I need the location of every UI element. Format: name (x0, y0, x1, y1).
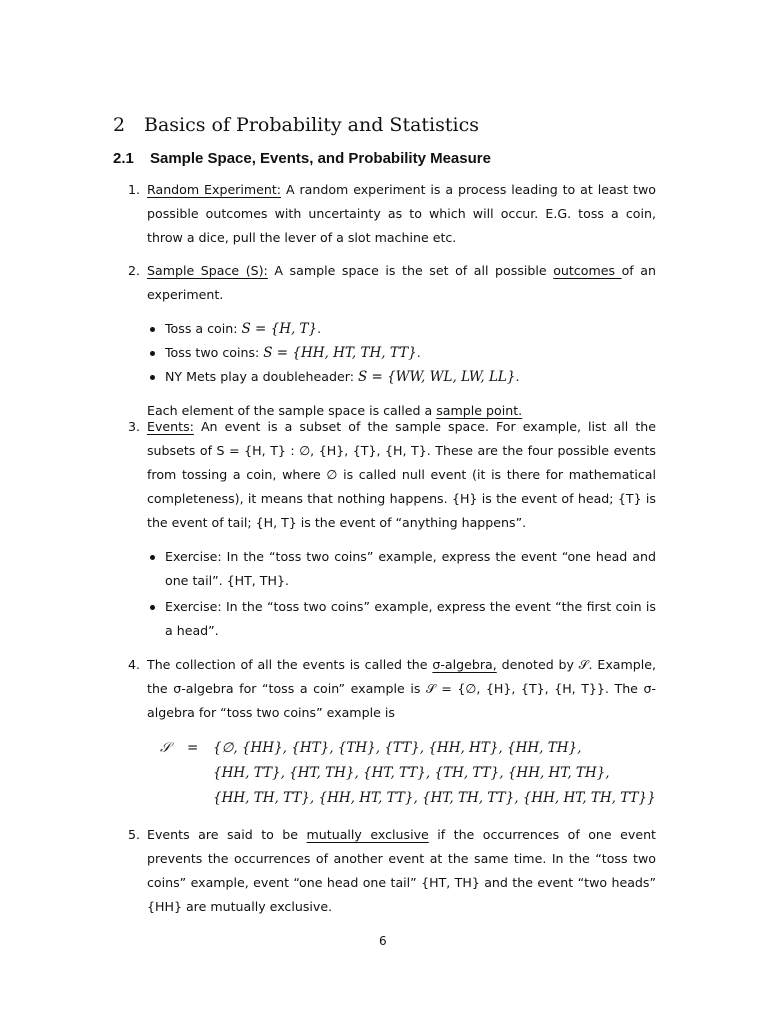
equation-equals: = (187, 740, 199, 756)
term-mutually-exclusive: mutually exclusive (306, 827, 429, 842)
item-number: 2. (128, 263, 141, 278)
item-number: 3. (128, 419, 141, 434)
list-item-random-experiment (128, 178, 656, 250)
section-title-text: Basics of Probability and Statistics (144, 114, 479, 136)
item-text: if the occurrences of one event prevents the occurrences of another event at the same time. In the “toss two coins” example, event “one head one tail” {HT, TH} and the event “two heads” {HH} are mutually exclusive. (147, 827, 656, 914)
item-text: The collection of all the events is called the (147, 657, 433, 672)
equation-lhs: 𝒮 (160, 740, 171, 756)
bullet-item: Toss two coins: S = {HH, HT, TH, TT}. (147, 341, 656, 365)
bullet-item: NY Mets play a doubleheader: S = {WW, WL, LW, LL}. (147, 365, 656, 389)
section-number: 2 (113, 114, 126, 136)
page-number: 6 (379, 934, 387, 948)
bullet-item: Exercise: In the “toss two coins” example, express the event “one head and one tail”. {HT, TH}. (147, 545, 656, 593)
list-item-sample-space (128, 259, 656, 423)
bullet-item: Exercise: In the “toss two coins” example, express the event “the first coin is a head”. (147, 595, 656, 643)
item-text: A sample space is the set of all possible (267, 263, 554, 278)
sample-space-examples (147, 317, 656, 389)
list-item-mutually-exclusive (128, 823, 656, 919)
section-title (113, 114, 479, 136)
term-sigma-algebra: σ-algebra, (432, 657, 497, 672)
term-sample-point: sample point. (436, 403, 523, 418)
event-exercises (147, 545, 656, 643)
math-expression: S = {HH, HT, TH, TT} (263, 345, 417, 361)
item-text: of an experiment. (147, 263, 656, 302)
item-number: 4. (128, 657, 141, 672)
item-text: denoted by 𝒮. Example, the σ-algebra for “toss a coin” example is 𝒮 = {∅, {H}, {T}, {H, T}}. The σ-algebra for “toss two coins” example is (147, 657, 657, 720)
term-events: Events: (147, 419, 194, 434)
list-item-events (128, 415, 656, 643)
math-expression: S = {WW, WL, LW, LL} (357, 369, 516, 385)
subsection-number: 2.1 (113, 150, 134, 167)
item-text: Events are said to be (147, 827, 307, 842)
sample-point-note: Each element of the sample space is called a sample point. (147, 403, 523, 418)
equation-rhs: {HH, TH, TT}, {HH, HT, TT}, {HT, TH, TT}, {HH, HT, TH, TT}} (213, 790, 656, 806)
term-random-experiment: Random Experiment: (147, 182, 282, 197)
item-number: 1. (128, 182, 141, 197)
list-item-sigma-algebra (128, 653, 656, 725)
item-text: A random experiment is a process leading to at least two possible outcomes with uncertainty as to which will occur. E.G. toss a coin, throw a dice, pull the lever of a slot machine etc. (147, 182, 656, 245)
term-outcomes: outcomes (553, 263, 622, 278)
equation-rhs: {HH, TT}, {HT, TH}, {HT, TT}, {TH, TT}, {HH, HT, TH}, (213, 765, 610, 781)
term-sample-space: Sample Space (S): (147, 263, 268, 278)
item-text: An event is a subset of the sample space. For example, list all the subsets of S = {H, T} : ∅, {H}, {T}, {H, T}. These are the four possible events from tossing a coin, where ∅ is called null event (it is there for mathematical completeness), it means that nothing happens. {H} is the event of head; {T} is the event of tail; {H, T} is the event of “anything happens”. (147, 419, 656, 530)
bullet-item: Toss a coin: S = {H, T}. (147, 317, 656, 341)
subsection-title-text: Sample Space, Events, and Probability Measure (150, 150, 491, 167)
math-expression: S = {H, T} (241, 321, 318, 337)
subsection-title (113, 150, 491, 167)
equation-rhs: {∅, {HH}, {HT}, {TH}, {TT}, {HH, HT}, {HH, TH}, (213, 740, 582, 756)
item-number: 5. (128, 827, 141, 842)
